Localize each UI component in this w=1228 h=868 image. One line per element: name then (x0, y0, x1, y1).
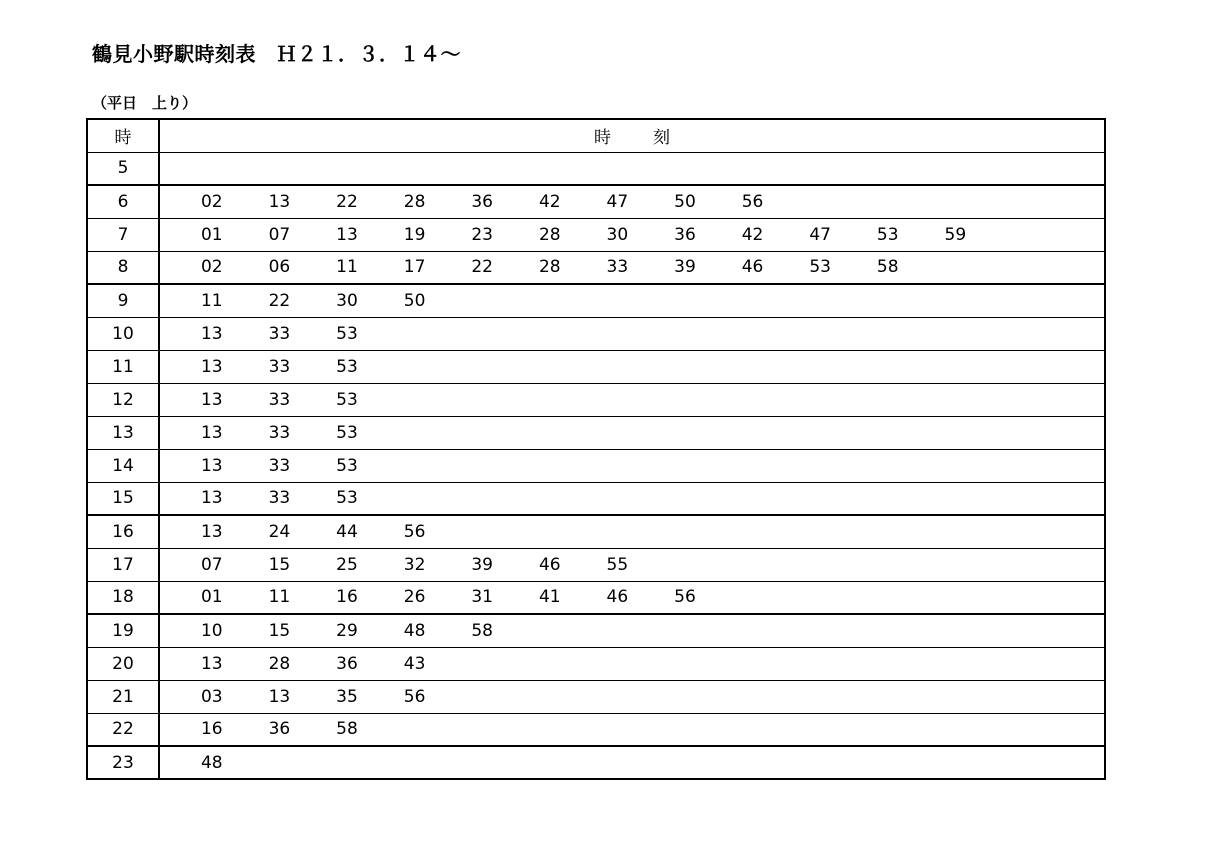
hour-cell: 11 (87, 350, 159, 383)
departure-minute: 28 (268, 653, 291, 674)
departure-minute: 22 (268, 290, 291, 311)
hour-cell: 9 (87, 284, 159, 317)
timetable-row (87, 416, 1105, 449)
departure-minute: 39 (674, 257, 696, 278)
departure-minute: 28 (538, 224, 561, 245)
minutes-cell (159, 152, 1105, 185)
departure-minute: 48 (200, 752, 223, 773)
departure-minute: 46 (741, 257, 764, 278)
minutes-cell (159, 515, 1105, 548)
minutes-cell (159, 284, 1105, 317)
departure-minute: 19 (403, 224, 426, 245)
hour-cell: 7 (87, 218, 159, 251)
hour-cell: 16 (87, 515, 159, 548)
departure-minute: 25 (336, 554, 358, 575)
timetable-row (87, 383, 1105, 416)
minutes-cell (159, 218, 1105, 251)
departure-minute: 13 (268, 191, 291, 212)
minutes-cell (159, 251, 1105, 284)
departure-minute: 53 (336, 422, 358, 443)
departure-minute: 11 (336, 257, 358, 278)
timetable-row (87, 317, 1105, 350)
minutes-cell (159, 185, 1105, 218)
departure-minute: 13 (200, 455, 223, 476)
departure-minute: 17 (403, 257, 426, 278)
timetable-row (87, 152, 1105, 185)
departure-minute: 50 (674, 191, 696, 212)
hour-cell: 14 (87, 449, 159, 482)
timetable-header-row (87, 119, 1105, 152)
minutes-cell (159, 317, 1105, 350)
departure-minute: 13 (200, 653, 223, 674)
minutes-cell (159, 383, 1105, 416)
departure-minute: 55 (606, 554, 629, 575)
departure-minute: 13 (200, 521, 223, 542)
hour-cell: 6 (87, 185, 159, 218)
departure-minute: 11 (200, 290, 223, 311)
departure-minute: 13 (336, 224, 358, 245)
departure-minute: 41 (538, 587, 561, 608)
departure-minute: 53 (876, 224, 899, 245)
departure-minute: 36 (674, 224, 696, 245)
timetable-row (87, 284, 1105, 317)
departure-minute: 48 (403, 620, 426, 641)
timetable-row (87, 482, 1105, 515)
timetable (86, 118, 1106, 780)
hour-column-header: 時 (87, 119, 159, 152)
minutes-cell (159, 482, 1105, 515)
hour-cell: 23 (87, 746, 159, 779)
departure-minute: 24 (268, 521, 291, 542)
departure-minute: 33 (268, 356, 291, 377)
departure-minute: 33 (268, 488, 291, 509)
departure-minute: 31 (471, 587, 493, 608)
timetable-row (87, 515, 1105, 548)
departure-minute: 28 (403, 191, 426, 212)
minutes-cell (159, 581, 1105, 614)
timetable-row (87, 449, 1105, 482)
departure-minute: 58 (336, 719, 358, 740)
departure-minute: 03 (200, 686, 223, 707)
hour-cell: 22 (87, 713, 159, 746)
departure-minute: 58 (471, 620, 493, 641)
timetable-body (87, 152, 1105, 779)
departure-minute: 29 (336, 620, 358, 641)
hour-cell: 13 (87, 416, 159, 449)
page-title: 鶴見小野駅時刻表 Ｈ２１．３．１４～ (92, 42, 461, 66)
departure-minute: 53 (336, 488, 358, 509)
departure-minute: 44 (336, 521, 358, 542)
departure-minute: 07 (268, 224, 291, 245)
minutes-cell (159, 746, 1105, 779)
departure-minute: 56 (403, 686, 426, 707)
minutes-header-char-2: 刻 (653, 128, 670, 149)
hour-cell: 15 (87, 482, 159, 515)
departure-minute: 39 (471, 554, 493, 575)
minutes-cell (159, 713, 1105, 746)
departure-minute: 06 (268, 257, 291, 278)
departure-minute: 47 (809, 224, 831, 245)
departure-minute: 22 (336, 191, 358, 212)
departure-minute: 23 (471, 224, 493, 245)
departure-minute: 43 (403, 653, 426, 674)
minutes-cell (159, 680, 1105, 713)
departure-minute: 56 (674, 587, 696, 608)
departure-minute: 50 (403, 290, 426, 311)
timetable-row (87, 614, 1105, 647)
minutes-cell (159, 416, 1105, 449)
timetable-row (87, 581, 1105, 614)
departure-minute: 56 (741, 191, 764, 212)
departure-minute: 53 (336, 323, 358, 344)
timetable-row (87, 713, 1105, 746)
departure-minute: 16 (200, 719, 223, 740)
departure-minute: 15 (268, 620, 291, 641)
timetable-row (87, 647, 1105, 680)
departure-minute: 33 (268, 455, 291, 476)
timetable-row (87, 746, 1105, 779)
departure-minute: 13 (200, 488, 223, 509)
departure-minute: 53 (809, 257, 831, 278)
departure-minute: 15 (268, 554, 291, 575)
departure-minute: 36 (268, 719, 291, 740)
departure-minute: 01 (200, 224, 223, 245)
departure-minute: 36 (336, 653, 358, 674)
departure-minute: 26 (403, 587, 426, 608)
departure-minute: 59 (944, 224, 967, 245)
departure-minute: 56 (403, 521, 426, 542)
departure-minute: 01 (200, 587, 223, 608)
departure-minute: 33 (606, 257, 629, 278)
hour-cell: 19 (87, 614, 159, 647)
minutes-cell (159, 449, 1105, 482)
minutes-cell (159, 614, 1105, 647)
hour-cell: 5 (87, 152, 159, 185)
timetable-row (87, 185, 1105, 218)
minutes-cell (159, 350, 1105, 383)
minutes-cell (159, 647, 1105, 680)
departure-minute: 13 (200, 323, 223, 344)
departure-minute: 32 (403, 554, 426, 575)
departure-minute: 33 (268, 422, 291, 443)
departure-minute: 10 (200, 620, 223, 641)
minutes-cell (159, 548, 1105, 581)
departure-minute: 33 (268, 389, 291, 410)
hour-cell: 20 (87, 647, 159, 680)
departure-minute: 13 (200, 356, 223, 377)
hour-cell: 18 (87, 581, 159, 614)
departure-minute: 13 (268, 686, 291, 707)
hour-cell: 17 (87, 548, 159, 581)
departure-minute: 02 (200, 257, 223, 278)
timetable-row (87, 251, 1105, 284)
hour-cell: 8 (87, 251, 159, 284)
departure-minute: 46 (538, 554, 561, 575)
departure-minute: 13 (200, 422, 223, 443)
departure-minute: 11 (268, 587, 291, 608)
departure-minute: 13 (200, 389, 223, 410)
departure-minute: 53 (336, 455, 358, 476)
departure-minute: 36 (471, 191, 493, 212)
departure-minute: 07 (200, 554, 223, 575)
departure-minute: 53 (336, 389, 358, 410)
minutes-column-header (159, 119, 1105, 152)
minutes-header-char-1: 時 (594, 128, 611, 149)
departure-minute: 35 (336, 686, 358, 707)
hour-cell: 10 (87, 317, 159, 350)
hour-cell: 12 (87, 383, 159, 416)
departure-minute: 22 (471, 257, 493, 278)
departure-minute: 33 (268, 323, 291, 344)
departure-minute: 58 (876, 257, 899, 278)
departure-minute: 42 (538, 191, 561, 212)
departure-minute: 30 (606, 224, 629, 245)
timetable-subtitle: （平日 上り） (92, 94, 198, 112)
timetable-row (87, 350, 1105, 383)
departure-minute: 42 (741, 224, 764, 245)
timetable-row (87, 548, 1105, 581)
departure-minute: 02 (200, 191, 223, 212)
departure-minute: 28 (538, 257, 561, 278)
timetable-row (87, 218, 1105, 251)
departure-minute: 53 (336, 356, 358, 377)
departure-minute: 16 (336, 587, 358, 608)
timetable-row (87, 680, 1105, 713)
departure-minute: 47 (606, 191, 629, 212)
departure-minute: 30 (336, 290, 358, 311)
departure-minute: 46 (606, 587, 629, 608)
hour-cell: 21 (87, 680, 159, 713)
